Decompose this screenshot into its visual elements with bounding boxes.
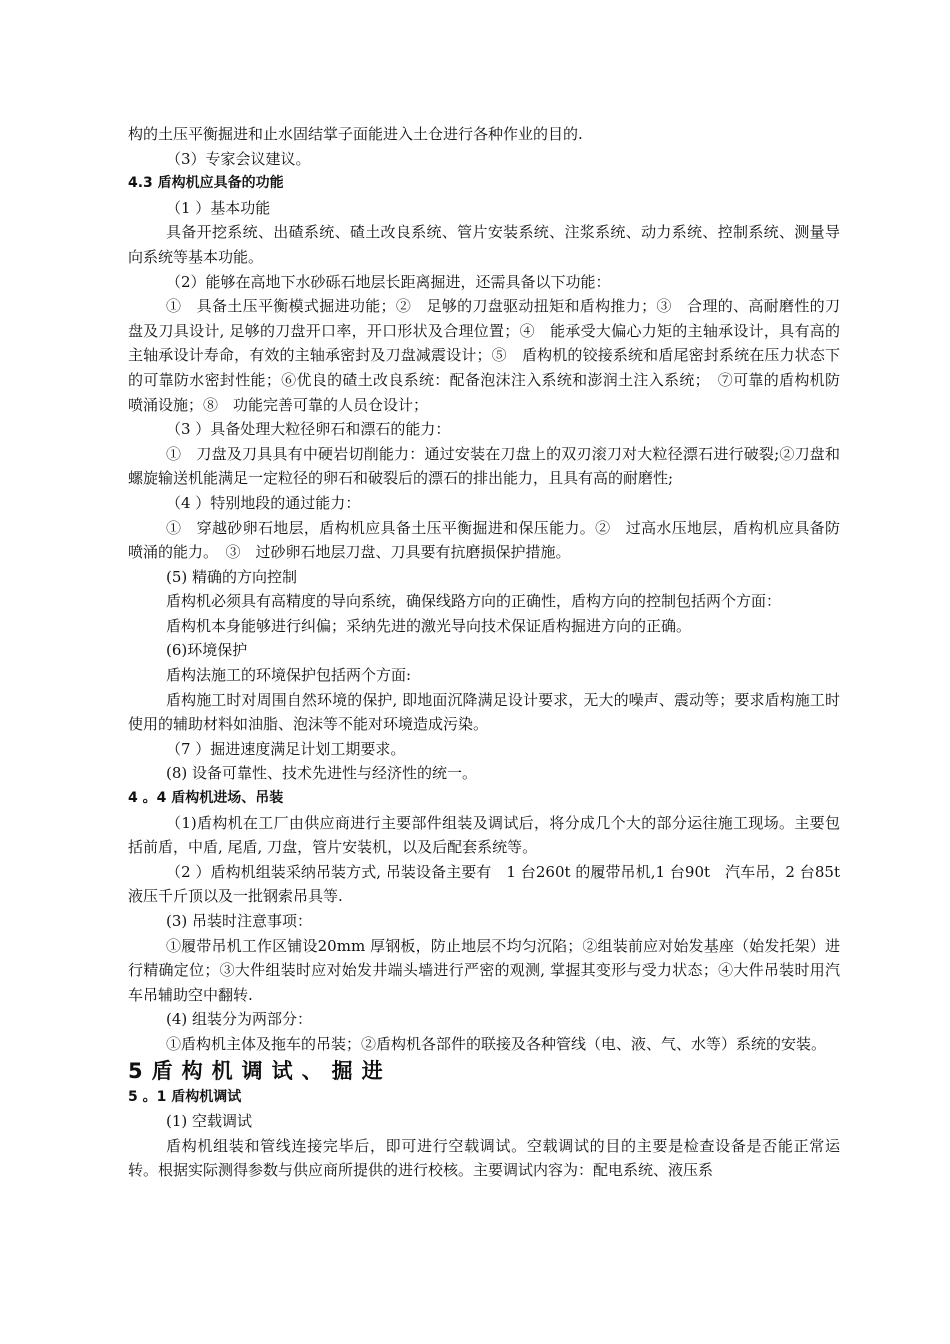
paragraph: 构的土压平衡掘进和止水固结掌子面能进入土仓进行各种作业的目的. (128, 125, 583, 143)
paragraph: ① 刀盘及刀具具有中硬岩切削能力：通过安装在刀盘上的双刃滚刀对大粒径漂石进行破裂;②刀盘和螺旋输送机能满足一定粒径的卵石和破裂后的漂石的排出能力，且具有高的耐磨性; (128, 444, 840, 488)
paragraph: 盾构机本身能够进行纠偏；采纳先进的激光导向技术保证盾构掘进方向的正确。 (166, 616, 692, 635)
paragraph: ①履带吊机工作区铺设20mm 厚钢板，防止地层不均匀沉陷；②组装前应对始发基座（始发托架）进行精确定位；③大件组装时应对始发井端头墙进行严密的观测, 掌握其变形与受力状态；④大件吊装时用汽车吊辅助空中翻转. (128, 936, 840, 1004)
paragraph: (5) 精确的方向控制 (166, 567, 298, 586)
chapter-heading-5: 5盾构机调试、掘进 (128, 1058, 392, 1083)
section-heading-4-4: 4 。4 盾构机进场、吊装 (128, 790, 284, 807)
paragraph: 盾构机必须具有高精度的导向系统，确保线路方向的正确性，盾构方向的控制包括两个方面： (166, 592, 782, 611)
paragraph: 盾构机组装和管线连接完毕后，即可进行空载调试。空载调试的目的主要是检查设备是否能正常运转。根据实际测得参数与供应商所提供的进行校核。主要调试内容为：配电系统、液压系 (128, 1136, 840, 1180)
paragraph: （1)盾构机在工厂由供应商进行主要部件组装及调试后，将分成几个大的部分运往施工现场。主要包括前盾，中盾, 尾盾, 刀盘，管片安装机，以及后配套系统等。 (128, 813, 840, 857)
paragraph: （2）能够在高地下水砂砾石地层长距离掘进，还需具备以下功能： (166, 272, 611, 291)
paragraph: (3) 吊装时注意事项： (166, 912, 313, 930)
paragraph: (4) 组装分为两部分： (166, 1010, 313, 1029)
paragraph: 盾构施工时对周围自然环境的保护, 即地面沉降满足设计要求，无大的噪声、震动等；要求盾构施工时使用的辅助材料如油脂、泡沫等不能对环境造成污染。 (128, 690, 840, 734)
paragraph: ① 具备土压平衡模式掘进功能；② 足够的刀盘驱动扭矩和盾构推力；③ 合理的、高耐磨性的刀盘及刀具设计, 足够的刀盘开口率，开口形状及合理位置；④ 能承受大偏心力矩的主轴承设计，具有高的主轴承设计寿命，有效的主轴承密封及刀盘减震设计；⑤ 盾构机的铰接系统和盾尾密封系统在压力状态下的可靠防水密封性能；⑥优良的碴土改良系统：配备泡沫注入系统和澎润土注入系统； ⑦可靠的盾构机防喷涌设施；⑧ 功能完善可靠的人员仓设计； (128, 297, 840, 414)
paragraph: （7 ）掘进速度满足计划工期要求。 (166, 739, 406, 758)
paragraph: 具备开挖系统、出碴系统、碴土改良系统、管片安装系统、注浆系统、动力系统、控制系统、测量导向系统等基本功能。 (128, 223, 840, 266)
paragraph: (6)环境保护 (166, 641, 248, 660)
paragraph: (8) 设备可靠性、技术先进性与经济性的统一。 (166, 764, 478, 783)
paragraph: ① 穿越砂卵石地层，盾构机应具备土压平衡掘进和保压能力。② 过高水压地层，盾构机应具备防喷涌的能力。 ③ 过砂卵石地层刀盘、刀具要有抗磨损保护措施。 (128, 518, 840, 562)
paragraph: 盾构法施工的环境保护包括两个方面: (166, 666, 412, 685)
paragraph: （4 ）特别地段的通过能力： (166, 493, 361, 512)
paragraph: （2 ）盾构机组装采纳吊装方式, 吊装设备主要有 1 台260t 的履带吊机,1 台90t 汽车吊，2 台85t 液压千斤顶以及一批钢索吊具等. (128, 862, 856, 906)
paragraph: (1) 空载调试 (166, 1112, 253, 1131)
paragraph: （3 ）具备处理大粒径卵石和漂石的能力： (166, 420, 451, 439)
paragraph: （3）专家会议建议。 (166, 149, 311, 168)
section-heading-4-3: 4.3 盾构机应具备的功能 (128, 175, 284, 192)
document-page (128, 122, 856, 1183)
paragraph: （1 ）基本功能 (166, 198, 271, 217)
section-heading-5-1: 5 。1 盾构机调试 (128, 1088, 242, 1105)
paragraph: ①盾构机主体及拖车的吊装；②盾构机各部件的联接及各种管线（电、液、气、水等）系统的安装。 (166, 1034, 827, 1053)
